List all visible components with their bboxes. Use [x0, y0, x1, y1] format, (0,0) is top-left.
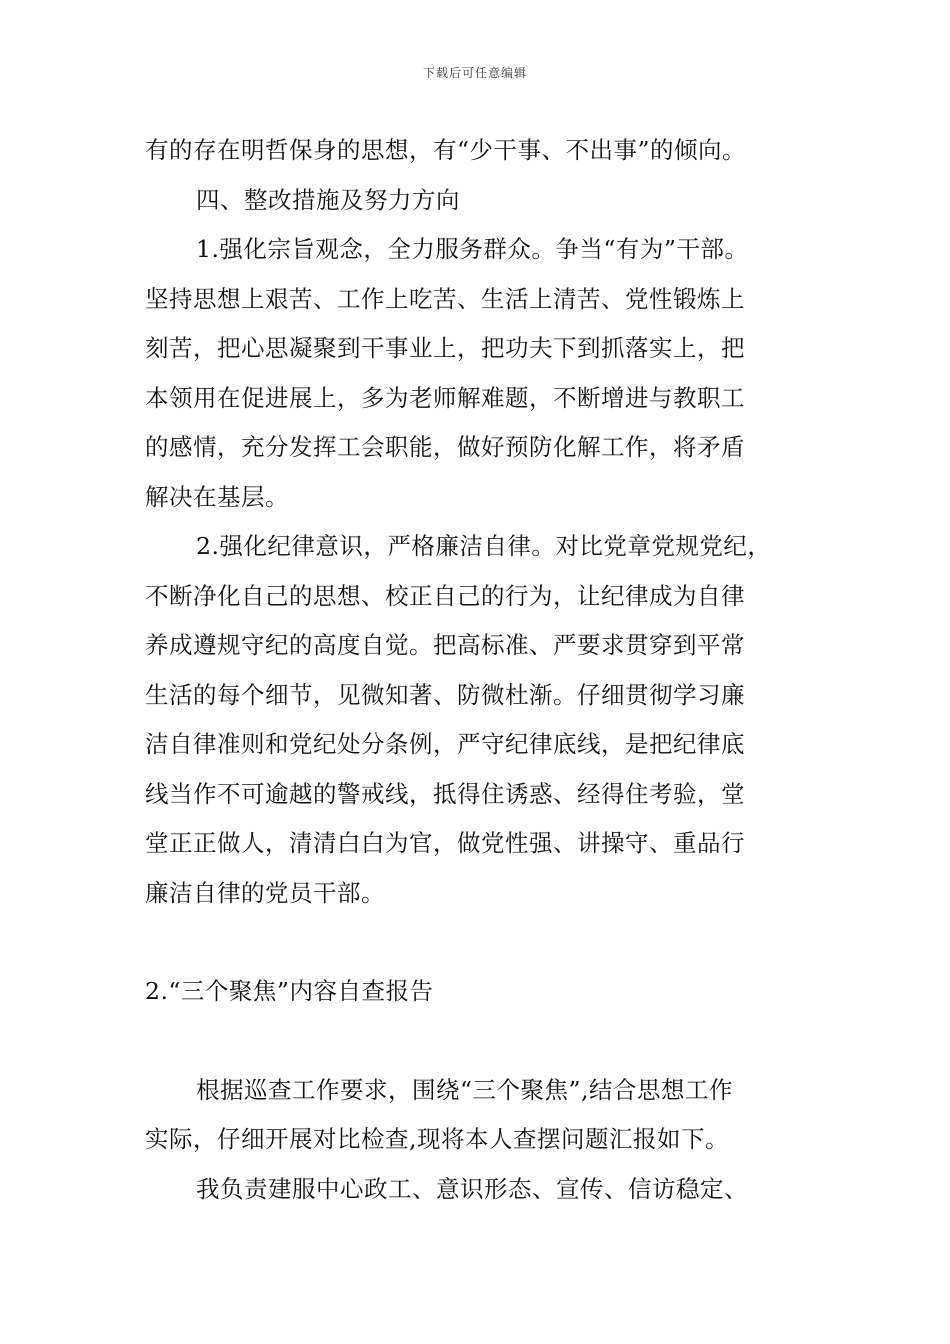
paragraph-line: 线当作不可逾越的警戒线，抵得住诱惑、经得住考验，堂 — [145, 779, 745, 808]
paragraph-line: 根据巡查工作要求，围绕“三个聚焦”,结合思想工作 — [196, 1075, 733, 1104]
paragraph-line: 有的存在明哲保身的思想，有“少干事、不出事”的倾向。 — [145, 136, 747, 164]
section-title: 2.“三个聚焦”内容自查报告 — [145, 977, 434, 1005]
paragraph-line: 养成遵规守纪的高度自觉。把高标准、严要求贯穿到平常 — [145, 631, 745, 659]
paragraph-line: 刻苦，把心思凝聚到干事业上，把功夫下到抓落实上，把 — [145, 334, 745, 362]
paragraph-line: 堂正正做人，清清白白为官，做党性强、讲操守、重品行 — [145, 829, 745, 857]
paragraph-line: 洁自律准则和党纪处分条例，严守纪律底线，是把纪律底 — [145, 730, 745, 758]
paragraph-line: 不断净化自己的思想、校正自己的行为，让纪律成为自律 — [145, 581, 745, 610]
paragraph-line: 本领用在促进展上，多为老师解难题，不断增进与教职工 — [145, 383, 745, 412]
paragraph-line: 我负责建服中心政工、意识形态、宣传、信访稳定、 — [196, 1174, 748, 1203]
paragraph-line: 的感情，充分发挥工会职能，做好预防化解工作，将矛盾 — [145, 433, 745, 461]
paragraph-line: 2.强化纪律意识，严格廉洁自律。对比党章党规党纪， — [196, 532, 772, 560]
document-body — [145, 126, 815, 1214]
page-header: 下载后可任意编辑 — [422, 66, 527, 80]
paragraph-line: 解决在基层。 — [145, 482, 289, 511]
heading-rectification: 四、整改措施及努力方向 — [196, 185, 460, 214]
paragraph-line: 坚持思想上艰苦、工作上吃苦、生活上清苦、党性锻炼上 — [145, 284, 745, 313]
paragraph-line: 廉洁自律的党员干部。 — [145, 878, 385, 907]
paragraph-line: 生活的每个细节，见微知著、防微杜渐。仔细贯彻学习廉 — [145, 680, 745, 709]
paragraph-line: 1.强化宗旨观念，全力服务群众。争当“有为”干部。 — [196, 235, 749, 263]
paragraph-line: 实际，仔细开展对比检查,现将本人查摆问题汇报如下。 — [145, 1125, 729, 1153]
